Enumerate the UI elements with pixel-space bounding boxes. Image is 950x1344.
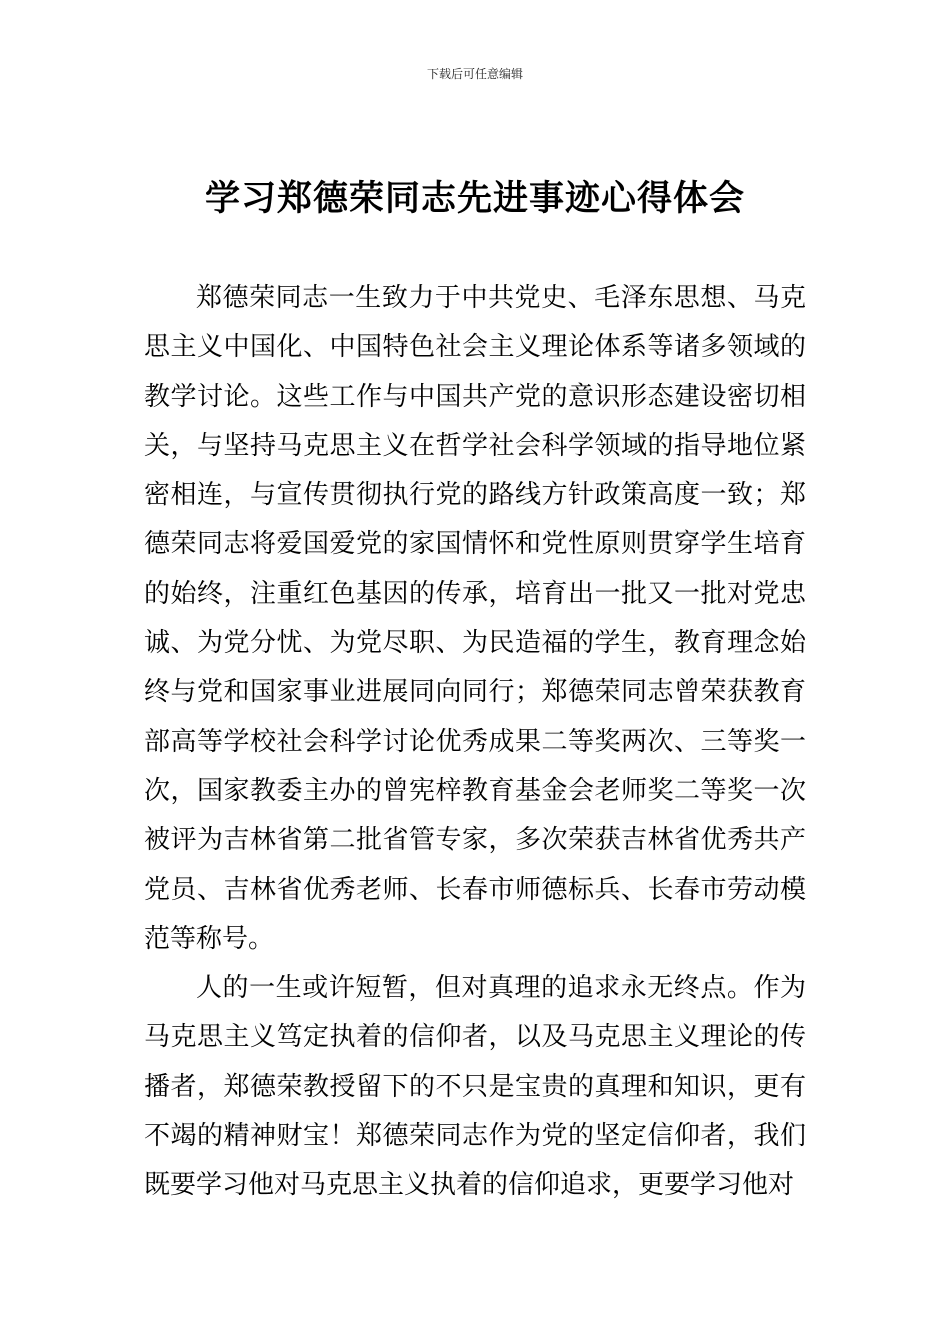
document-body: [144, 274, 806, 1211]
document-title: 学习郑德荣同志先进事迹心得体会: [204, 178, 745, 219]
paragraph-2: 人的一生或许短暂，但对真理的追求永无终点。作为马克思主义笃定执着的信仰者，以及马克思主义理论的传播者，郑德荣教授留下的不只是宝贵的真理和知识，更有不竭的精神财宝！郑德荣同志作为党的坚定信仰者，我们既要学习他对马克思主义执着的信仰追求，更要学习他对: [144, 973, 806, 1201]
paragraph-1: 郑德荣同志一生致力于中共党史、毛泽东思想、马克思主义中国化、中国特色社会主义理论体系等诸多领域的教学讨论。这些工作与中国共产党的意识形态建设密切相关，与坚持马克思主义在哲学社会科学领域的指导地位紧密相连，与宣传贯彻执行党的路线方针政策高度一致；郑德荣同志将爱国爱党的家国情怀和党性原则贯穿学生培育的始终，注重红色基因的传承，培育出一批又一批对党忠诚、为党分忧、为党尽职、为民造福的学生，教育理念始终与党和国家事业进展同向同行；郑德荣同志曾荣获教育部高等学校社会科学讨论优秀成果二等奖两次、三等奖一次，国家教委主办的曾宪梓教育基金会老师奖二等奖一次被评为吉林省第二批省管专家，多次荣获吉林省优秀共产党员、吉林省优秀老师、长春市师德标兵、长春市劳动模范等称号。: [144, 283, 806, 954]
header-note: 下载后可任意编辑: [426, 67, 523, 81]
